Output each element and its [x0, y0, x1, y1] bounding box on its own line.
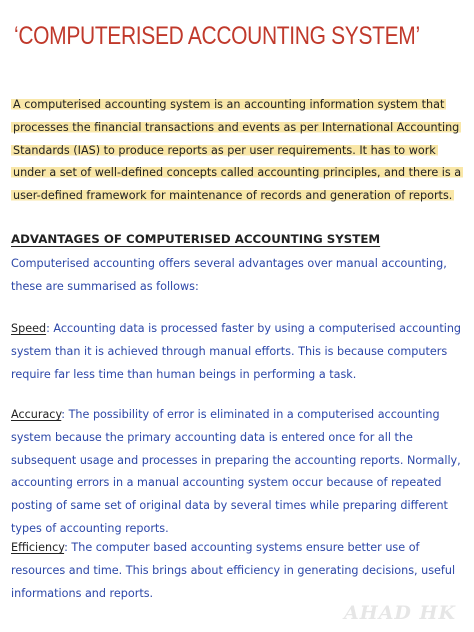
point-text: : The possibility of error is eliminated in a computerised accounting system because the primary accounting data is entered once for all the subsequent usage and processes in preparing the accounting reports. Normally, accounting errors in a manual accounting system occur because of repeated posting of same set of original data by several times while preparing different types of accounting reports.: [11, 408, 461, 535]
point-text: : Accounting data is processed faster by using a computerised accounting system than it is achieved through manual efforts. This is because computers require far less time than human beings in performing a task.: [11, 322, 462, 381]
point-term: Speed: [11, 322, 47, 335]
intro-paragraph: [11, 94, 463, 208]
point-speed: [11, 318, 463, 386]
point-efficiency: [11, 537, 463, 605]
advantages-heading: ADVANTAGES OF COMPUTERISED ACCOUNTING SYSTEM: [11, 232, 381, 246]
page-title: ‘COMPUTERISED ACCOUNTING SYSTEM’: [14, 22, 420, 50]
point-text: : The computer based accounting systems ensure better use of resources and time. This brings about efficiency in generating decisions, useful informations and reports.: [11, 541, 456, 600]
watermark: AHAD HK: [344, 602, 456, 624]
point-term: Efficiency: [11, 541, 65, 554]
point-term: Accuracy: [11, 408, 62, 421]
advantages-intro: Computerised accounting offers several advantages over manual accounting, these are summarised as follows:: [11, 257, 447, 293]
point-accuracy: [11, 404, 463, 541]
intro-highlight: A computerised accounting system is an accounting information system that processes the financial transactions and events as per International Accounting Standards (IAS) to produce reports as per user requirements. It has to work under a set of well-defined concepts called accounting principles, and there is a user-defined framework for maintenance of records and generation of reports.: [13, 98, 462, 203]
